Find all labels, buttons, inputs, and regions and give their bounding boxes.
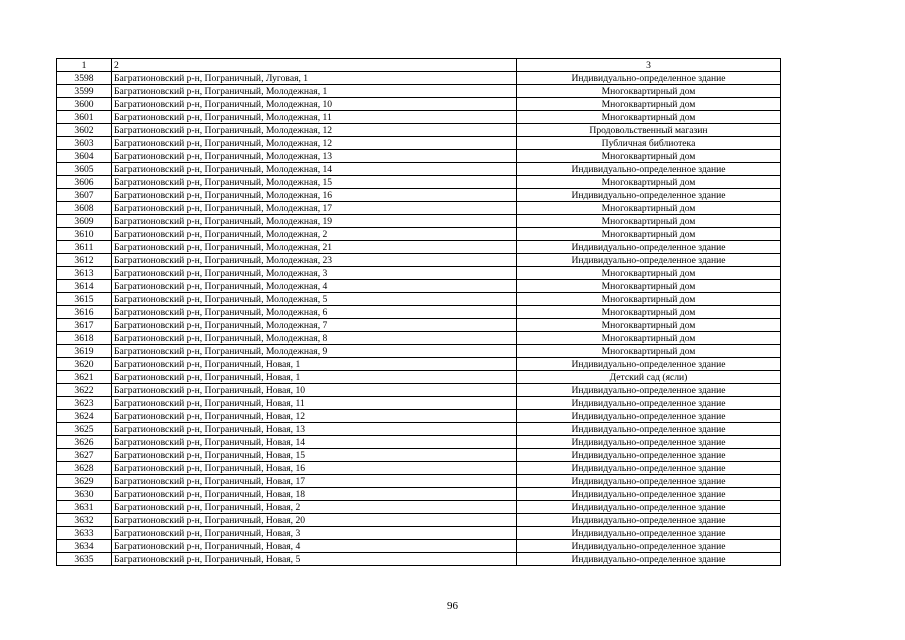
object-type-cell: Индивидуально-определенное здание: [517, 410, 781, 423]
address-cell: Багратионовский р-н, Пограничный, Новая, 1: [112, 371, 517, 384]
table-row: [57, 345, 781, 358]
object-type-cell: Многоквартирный дом: [517, 85, 781, 98]
page-number: 96: [447, 600, 458, 612]
object-type-cell: Многоквартирный дом: [517, 293, 781, 306]
address-cell: Багратионовский р-н, Пограничный, Новая, 17: [112, 475, 517, 488]
object-type-cell: Индивидуально-определенное здание: [517, 514, 781, 527]
row-number-cell: 3621: [57, 371, 112, 384]
address-cell: Багратионовский р-н, Пограничный, Молодежная, 12: [112, 137, 517, 150]
object-type-cell: Многоквартирный дом: [517, 111, 781, 124]
object-type-cell: Многоквартирный дом: [517, 150, 781, 163]
object-type-cell: Многоквартирный дом: [517, 215, 781, 228]
table-row: [57, 111, 781, 124]
address-cell: Багратионовский р-н, Пограничный, Молодежная, 14: [112, 163, 517, 176]
address-cell: Багратионовский р-н, Пограничный, Новая, 2: [112, 501, 517, 514]
object-type-cell: Индивидуально-определенное здание: [517, 527, 781, 540]
row-number-cell: 3602: [57, 124, 112, 137]
address-cell: Багратионовский р-н, Пограничный, Новая, 12: [112, 410, 517, 423]
object-type-cell: Индивидуально-определенное здание: [517, 462, 781, 475]
table-row: [57, 397, 781, 410]
address-cell: Багратионовский р-н, Пограничный, Молодежная, 23: [112, 254, 517, 267]
row-number-cell: 3605: [57, 163, 112, 176]
object-type-cell: Индивидуально-определенное здание: [517, 449, 781, 462]
row-number-cell: 3634: [57, 540, 112, 553]
table-row: [57, 293, 781, 306]
address-cell: Багратионовский р-н, Пограничный, Новая, 13: [112, 423, 517, 436]
row-number-cell: 3632: [57, 514, 112, 527]
row-number-cell: 3600: [57, 98, 112, 111]
table-row: [57, 332, 781, 345]
table-row: [57, 410, 781, 423]
object-type-cell: Многоквартирный дом: [517, 345, 781, 358]
table-body: [57, 72, 781, 566]
address-cell: Багратионовский р-н, Пограничный, Молодежная, 10: [112, 98, 517, 111]
table-row: [57, 241, 781, 254]
row-number-cell: 3613: [57, 267, 112, 280]
table-row: [57, 475, 781, 488]
address-cell: Багратионовский р-н, Пограничный, Луговая, 1: [112, 72, 517, 85]
table-row: [57, 215, 781, 228]
table-row: [57, 449, 781, 462]
table-row: [57, 423, 781, 436]
object-type-cell: Многоквартирный дом: [517, 306, 781, 319]
table-row: [57, 228, 781, 241]
row-number-cell: 3618: [57, 332, 112, 345]
address-cell: Багратионовский р-н, Пограничный, Молодежная, 6: [112, 306, 517, 319]
address-cell: Багратионовский р-н, Пограничный, Молодежная, 5: [112, 293, 517, 306]
address-cell: Багратионовский р-н, Пограничный, Новая, 14: [112, 436, 517, 449]
row-number-cell: 3626: [57, 436, 112, 449]
object-type-cell: Индивидуально-определенное здание: [517, 241, 781, 254]
table-row: [57, 85, 781, 98]
object-type-cell: Индивидуально-определенное здание: [517, 501, 781, 514]
table-row: [57, 280, 781, 293]
table-row: [57, 358, 781, 371]
object-type-cell: Индивидуально-определенное здание: [517, 384, 781, 397]
object-type-cell: Многоквартирный дом: [517, 267, 781, 280]
table-row: [57, 319, 781, 332]
address-cell: Багратионовский р-н, Пограничный, Молодежная, 4: [112, 280, 517, 293]
address-cell: Багратионовский р-н, Пограничный, Новая, 20: [112, 514, 517, 527]
table-row: [57, 176, 781, 189]
object-type-cell: Многоквартирный дом: [517, 319, 781, 332]
address-cell: Багратионовский р-н, Пограничный, Новая, 4: [112, 540, 517, 553]
row-number-cell: 3603: [57, 137, 112, 150]
table-row: [57, 98, 781, 111]
table-row: [57, 384, 781, 397]
row-number-cell: 3610: [57, 228, 112, 241]
row-number-cell: 3630: [57, 488, 112, 501]
table-row: [57, 189, 781, 202]
row-number-cell: 3612: [57, 254, 112, 267]
row-number-cell: 3615: [57, 293, 112, 306]
table-row: [57, 462, 781, 475]
table-row: [57, 436, 781, 449]
row-number-cell: 3611: [57, 241, 112, 254]
row-number-cell: 3617: [57, 319, 112, 332]
column-header-3: 3: [517, 59, 781, 72]
row-number-cell: 3609: [57, 215, 112, 228]
table-row: [57, 527, 781, 540]
row-number-cell: 3614: [57, 280, 112, 293]
table-row: [57, 150, 781, 163]
row-number-cell: 3598: [57, 72, 112, 85]
header-row: [57, 59, 781, 72]
address-cell: Багратионовский р-н, Пограничный, Молодежная, 15: [112, 176, 517, 189]
address-cell: Багратионовский р-н, Пограничный, Новая, 15: [112, 449, 517, 462]
table-row: [57, 371, 781, 384]
table-row: [57, 553, 781, 566]
table-row: [57, 540, 781, 553]
table-row: [57, 267, 781, 280]
row-number-cell: 3631: [57, 501, 112, 514]
address-cell: Багратионовский р-н, Пограничный, Молодежная, 1: [112, 85, 517, 98]
object-type-cell: Индивидуально-определенное здание: [517, 358, 781, 371]
object-type-cell: Индивидуально-определенное здание: [517, 163, 781, 176]
row-number-cell: 3633: [57, 527, 112, 540]
row-number-cell: 3606: [57, 176, 112, 189]
address-cell: Багратионовский р-н, Пограничный, Молодежная, 9: [112, 345, 517, 358]
object-type-cell: Индивидуально-определенное здание: [517, 488, 781, 501]
column-header-1: 1: [57, 59, 112, 72]
row-number-cell: 3601: [57, 111, 112, 124]
table-row: [57, 488, 781, 501]
object-type-cell: Многоквартирный дом: [517, 202, 781, 215]
table-row: [57, 163, 781, 176]
table-row: [57, 124, 781, 137]
row-number-cell: 3635: [57, 553, 112, 566]
table-header: [57, 59, 781, 72]
object-type-cell: Многоквартирный дом: [517, 98, 781, 111]
address-cell: Багратионовский р-н, Пограничный, Новая, 3: [112, 527, 517, 540]
row-number-cell: 3619: [57, 345, 112, 358]
address-cell: Багратионовский р-н, Пограничный, Молодежная, 3: [112, 267, 517, 280]
table-row: [57, 306, 781, 319]
object-type-cell: Индивидуально-определенное здание: [517, 423, 781, 436]
object-type-cell: Индивидуально-определенное здание: [517, 189, 781, 202]
address-cell: Багратионовский р-н, Пограничный, Молодежная, 12: [112, 124, 517, 137]
object-type-cell: Многоквартирный дом: [517, 176, 781, 189]
address-cell: Багратионовский р-н, Пограничный, Молодежная, 21: [112, 241, 517, 254]
object-type-cell: Индивидуально-определенное здание: [517, 254, 781, 267]
column-header-2: 2: [112, 59, 517, 72]
row-number-cell: 3604: [57, 150, 112, 163]
address-cell: Багратионовский р-н, Пограничный, Молодежная, 17: [112, 202, 517, 215]
row-number-cell: 3607: [57, 189, 112, 202]
table-row: [57, 514, 781, 527]
address-cell: Багратионовский р-н, Пограничный, Новая, 18: [112, 488, 517, 501]
address-cell: Багратионовский р-н, Пограничный, Молодежная, 8: [112, 332, 517, 345]
table-row: [57, 501, 781, 514]
address-cell: Багратионовский р-н, Пограничный, Новая, 10: [112, 384, 517, 397]
address-cell: Багратионовский р-н, Пограничный, Молодежная, 11: [112, 111, 517, 124]
object-type-cell: Публичная библиотека: [517, 137, 781, 150]
address-cell: Багратионовский р-н, Пограничный, Молодежная, 19: [112, 215, 517, 228]
address-cell: Багратионовский р-н, Пограничный, Молодежная, 2: [112, 228, 517, 241]
object-type-cell: Многоквартирный дом: [517, 280, 781, 293]
table-row: [57, 72, 781, 85]
object-type-cell: Индивидуально-определенное здание: [517, 72, 781, 85]
address-cell: Багратионовский р-н, Пограничный, Новая, 1: [112, 358, 517, 371]
row-number-cell: 3628: [57, 462, 112, 475]
table-row: [57, 202, 781, 215]
row-number-cell: 3616: [57, 306, 112, 319]
row-number-cell: 3622: [57, 384, 112, 397]
object-type-cell: Индивидуально-определенное здание: [517, 397, 781, 410]
address-table: [56, 58, 781, 566]
row-number-cell: 3624: [57, 410, 112, 423]
table-row: [57, 254, 781, 267]
address-cell: Багратионовский р-н, Пограничный, Новая, 5: [112, 553, 517, 566]
object-type-cell: Индивидуально-определенное здание: [517, 553, 781, 566]
row-number-cell: 3620: [57, 358, 112, 371]
address-cell: Багратионовский р-н, Пограничный, Новая, 11: [112, 397, 517, 410]
address-cell: Багратионовский р-н, Пограничный, Новая, 16: [112, 462, 517, 475]
object-type-cell: Детский сад (ясли): [517, 371, 781, 384]
address-cell: Багратионовский р-н, Пограничный, Молодежная, 16: [112, 189, 517, 202]
row-number-cell: 3629: [57, 475, 112, 488]
object-type-cell: Индивидуально-определенное здание: [517, 436, 781, 449]
row-number-cell: 3623: [57, 397, 112, 410]
object-type-cell: Индивидуально-определенное здание: [517, 540, 781, 553]
address-cell: Багратионовский р-н, Пограничный, Молодежная, 13: [112, 150, 517, 163]
row-number-cell: 3627: [57, 449, 112, 462]
row-number-cell: 3599: [57, 85, 112, 98]
row-number-cell: 3625: [57, 423, 112, 436]
row-number-cell: 3608: [57, 202, 112, 215]
object-type-cell: Индивидуально-определенное здание: [517, 475, 781, 488]
object-type-cell: Многоквартирный дом: [517, 332, 781, 345]
object-type-cell: Продовольственный магазин: [517, 124, 781, 137]
object-type-cell: Многоквартирный дом: [517, 228, 781, 241]
table-row: [57, 137, 781, 150]
address-cell: Багратионовский р-н, Пограничный, Молодежная, 7: [112, 319, 517, 332]
